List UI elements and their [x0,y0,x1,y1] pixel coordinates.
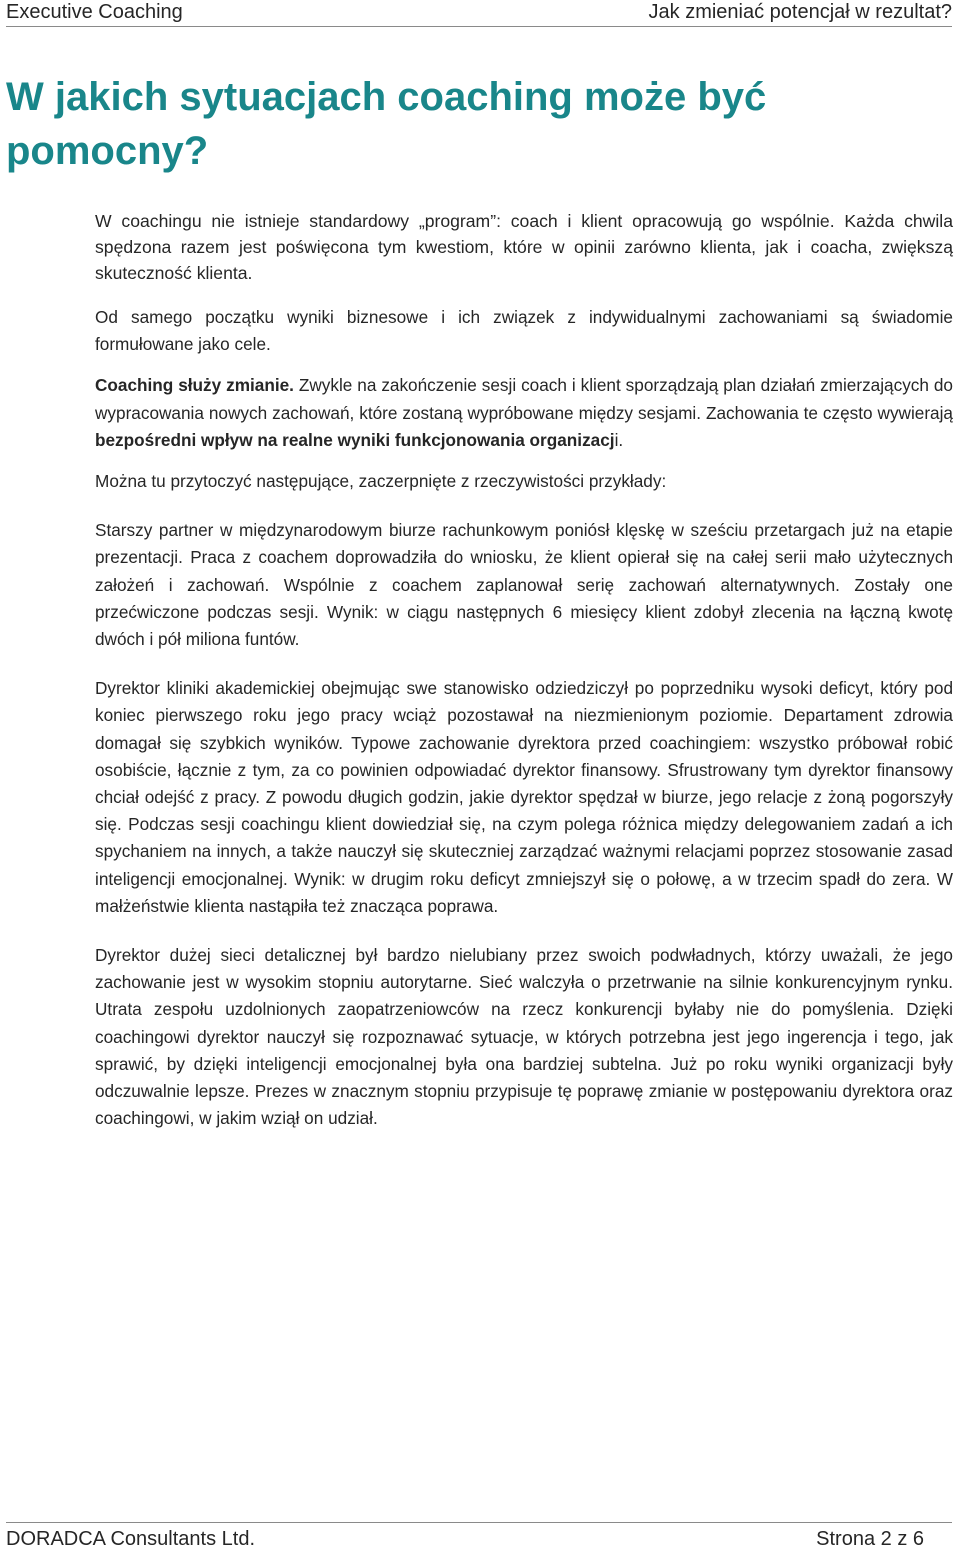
page-title: W jakich sytuacjach coaching może być pomocny? [6,75,767,173]
page-footer [6,1522,952,1551]
example-2-paragraph: Dyrektor kliniki akademickiej obejmując swe stanowisko odziedziczył po poprzedniku wysoki deficyt, który pod koniec pierwszego roku jego pracy wciąż pozostawał na niezmienionym poziomie. Departament zdrowia domagał się szybkich wyników. Typowe zachowanie dyrektora przed coachingiem: wszystko próbował robić osobiście, łącznie z tym, za co powinien odpowiadać dyrektor finansowy. Sfrustrowany tym dyrektor finansowy chciał odejść z pracy. Z powodu długich godzin, jakie dyrektor spędzał w biurze, jego relacje z żoną pogorszyły się. Podczas sesji coachingu klient dowiedział się, na czym polega różnica między delegowaniem zadań a ich spychaniem na innych, a także nauczył się skuteczniej zarządzać ważnymi relacjami poprzez stosowanie zasad inteligencji emocjonalnej. Wynik: w drugim roku deficyt zmniejszył się o połowę, a w trzecim spadł do zera. W małżeństwie klienta nastąpiła też znacząca poprawa. [95,678,953,916]
change-lead-bold: Coaching służy zmianie. [95,375,294,396]
intro-paragraph: W coachingu nie istnieje standardowy „program”: coach i klient opracowują go wspólnie. Każda chwila spędzona razem jest poświęcona tym kwestiom, które w opinii zarówno klienta, jak i coacha, zwiększą skuteczność klienta. [95,211,953,283]
example-3-paragraph: Dyrektor dużej sieci detalicznej był bardzo nielubiany przez swoich podwładnych, którzy uważali, że jego zachowanie jest w wysokim stopniu autorytarne. Sieć walczyła o przetrwanie na silnie konkurencyjnym rynku. Utrata zespołu uzdolnionych zaopatrzeniowców na rzecz konkurencji byłaby nie do pomyślenia. Dzięki coachingowi dyrektor nauczył się rozpoznawać sytuacje, w których potrzebna jest jego ingerencja i tego, jak sprawić, by dzięki inteligencji emocjonalnej była ona bardziej subtelna. Już po roku wyniki organizacji były odczuwalnie lepsze. Prezes w znacznym stopniu przypisuje tę poprawę zmianie w postępowaniu dyrektora oraz coachingowi, w jakim wziął on udział. [95,945,953,1129]
change-end: i. [614,429,624,450]
header-left-text: Executive Coaching [6,1,183,23]
goals-paragraph: Od samego początku wyniki biznesowe i ich związek z indywidualnymi zachowaniami są świadomie formułowane jako cele. [95,307,953,355]
change-tail-bold: bezpośredni wpływ na realne wyniki funkcjonowania organizacj [95,429,615,450]
page-header [6,0,952,27]
change-paragraph [95,372,953,454]
change-text: Zwykle na zakończenie sesji coach i klient sporządzają plan działań zmierzających do wypracowania nowych zachowań, które zostaną wypróbowane między sesjami. Zachowania te często wywierają [95,375,953,423]
footer-company: DORADCA Consultants Ltd. [6,1528,255,1550]
footer-page-number: Strona 2 z 6 [816,1528,924,1550]
document-body [95,208,953,1132]
header-right-text: Jak zmieniać potencjał w rezultat? [648,1,952,23]
example-1-paragraph: Starszy partner w międzynarodowym biurze rachunkowym poniósł klęskę w sześciu przetargach już na etapie prezentacji. Praca z coachem doprowadziła do wniosku, że klient opierał się na całej serii mało użytecznych założeń i zachowań. Wspólnie z coachem zaplanował serię zachowań alternatywnych. Zostały one przećwiczone podczas sesji. Wynik: w ciągu następnych 6 miesięcy klient zdobył zlecenia na łączną kwotę dwóch i pół miliona funtów. [95,520,953,650]
examples-intro-paragraph: Można tu przytoczyć następujące, zaczerpnięte z rzeczywistości przykłady: [95,471,667,492]
